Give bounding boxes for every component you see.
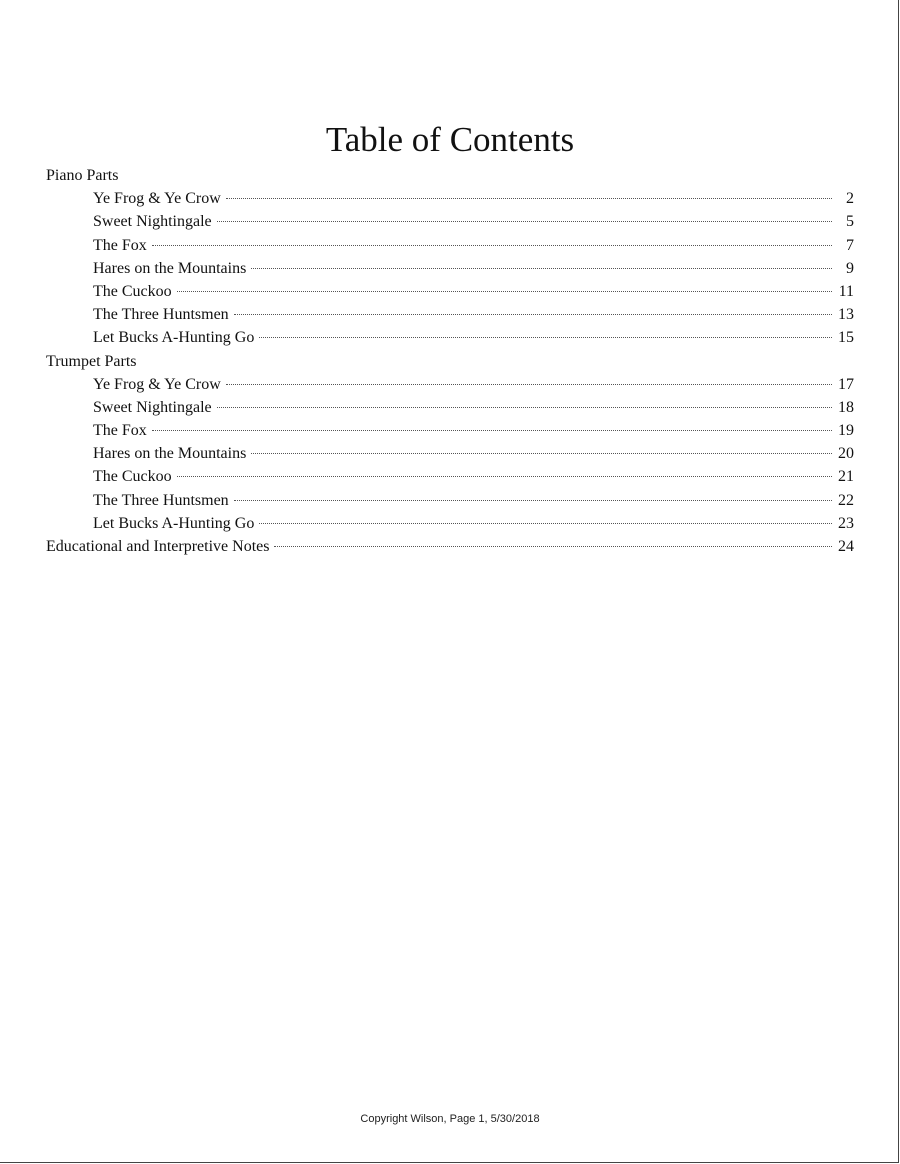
- page-footer: Copyright Wilson, Page 1, 5/30/2018: [360, 1113, 540, 1125]
- table-of-contents: [46, 164, 854, 558]
- toc-entry-page: 7: [846, 236, 854, 254]
- toc-entry[interactable]: [46, 396, 854, 419]
- toc-entry-title: The Three Huntsmen: [93, 491, 229, 509]
- dot-leader: [152, 245, 832, 246]
- toc-entry-notes[interactable]: [46, 535, 854, 558]
- dot-leader: [234, 500, 832, 501]
- toc-entry-title: Let Bucks A-Hunting Go: [93, 329, 255, 347]
- toc-entry-page: 21: [838, 468, 854, 486]
- toc-entry[interactable]: [46, 512, 854, 535]
- toc-entry[interactable]: [46, 373, 854, 396]
- toc-entry-page: 13: [838, 306, 854, 324]
- toc-entry-page: 9: [846, 259, 854, 277]
- dot-leader: [152, 430, 832, 431]
- toc-entry-page: 20: [838, 445, 854, 463]
- toc-entry[interactable]: [46, 257, 854, 280]
- toc-entry[interactable]: [46, 465, 854, 488]
- toc-entry-page: 5: [846, 213, 854, 231]
- dot-leader: [217, 221, 832, 222]
- toc-entry-title: Ye Frog & Ye Crow: [93, 375, 221, 393]
- toc-entry-title: Hares on the Mountains: [93, 259, 247, 277]
- toc-entry[interactable]: [46, 234, 854, 257]
- toc-entry-page: 15: [838, 329, 854, 347]
- toc-entry-title: The Cuckoo: [93, 282, 172, 300]
- toc-entry[interactable]: [46, 303, 854, 326]
- toc-entry-page: 2: [846, 190, 854, 208]
- toc-entry[interactable]: [46, 489, 854, 512]
- toc-entry-title: The Three Huntsmen: [93, 306, 229, 324]
- toc-entry-title: Hares on the Mountains: [93, 445, 247, 463]
- toc-entry-title: Educational and Interpretive Notes: [46, 538, 270, 555]
- toc-entry-title: Ye Frog & Ye Crow: [93, 190, 221, 208]
- toc-entry-page: 11: [838, 282, 854, 300]
- toc-entry[interactable]: [46, 419, 854, 442]
- dot-leader: [234, 314, 832, 315]
- toc-entry-page: 22: [838, 491, 854, 509]
- toc-entry-page: 18: [838, 398, 854, 416]
- toc-entry-title: Let Bucks A-Hunting Go: [93, 514, 255, 532]
- dot-leader: [177, 476, 832, 477]
- toc-entry-page: 19: [838, 422, 854, 440]
- toc-entry[interactable]: [46, 187, 854, 210]
- section-heading-label: Piano Parts: [46, 167, 119, 184]
- toc-entry[interactable]: [46, 442, 854, 465]
- toc-entry-page: 24: [838, 538, 854, 555]
- dot-leader: [177, 291, 832, 292]
- dot-leader: [259, 337, 832, 338]
- dot-leader: [251, 453, 832, 454]
- toc-entry-page: 17: [838, 375, 854, 393]
- toc-entry-title: The Fox: [93, 422, 147, 440]
- toc-entry-title: The Cuckoo: [93, 468, 172, 486]
- section-heading-label: Trumpet Parts: [46, 352, 137, 370]
- toc-entry[interactable]: [46, 326, 854, 349]
- toc-entry-title: The Fox: [93, 236, 147, 254]
- toc-entry[interactable]: [46, 280, 854, 303]
- page-title: Table of Contents: [325, 120, 575, 159]
- toc-entry-page: 23: [838, 514, 854, 532]
- section-heading-piano[interactable]: [46, 164, 854, 187]
- dot-leader: [274, 546, 832, 547]
- dot-leader: [217, 407, 832, 408]
- dot-leader: [259, 523, 832, 524]
- section-heading-trumpet[interactable]: [46, 350, 854, 373]
- toc-entry-title: Sweet Nightingale: [93, 213, 212, 231]
- dot-leader: [226, 198, 832, 199]
- toc-entry-title: Sweet Nightingale: [93, 398, 212, 416]
- toc-entry[interactable]: [46, 210, 854, 233]
- dot-leader: [226, 384, 832, 385]
- dot-leader: [251, 268, 832, 269]
